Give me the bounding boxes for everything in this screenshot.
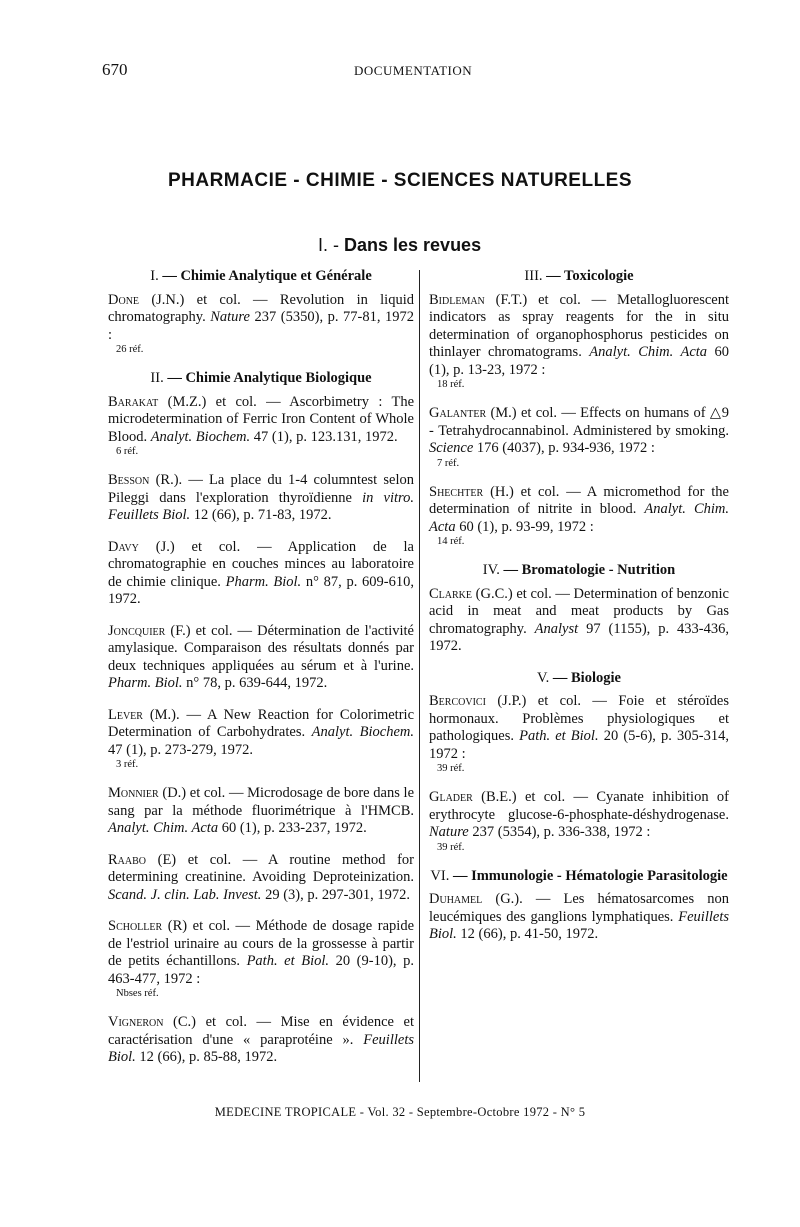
entry-raabo (108, 852, 414, 905)
right-column (429, 268, 729, 958)
entry-author: Galanter (429, 405, 487, 421)
entry-journal: in vitro. Feuillets Biol. (108, 489, 414, 523)
heading-chimie-analytique-biologique (108, 370, 414, 388)
page-number: 670 (102, 60, 128, 79)
entry-vigneron (108, 1014, 414, 1067)
heading-chimie-analytique-generale (108, 268, 414, 286)
section-title: PHARMACIE - CHIMIE - SCIENCES NATURELLES (167, 170, 633, 191)
heading-text: — Toxicologie (546, 268, 634, 284)
entry-citation: 60 (1), p. 93-99, 1972 : (455, 518, 594, 535)
entry-joncquier (108, 623, 414, 693)
entry-journal: Nature (429, 824, 469, 840)
entry-references: 26 réf. (116, 344, 144, 355)
entry-citation: 237 (5354), p. 336-338, 1972 : (468, 824, 651, 840)
entry-citation: 47 (1), p. 123.131, 1972. (250, 428, 398, 445)
entry-body: (R.). — La place du 1-4 columntest selon Pileggi dans l'exploration thyroïdienne (108, 472, 414, 506)
entry-monnier (108, 785, 414, 838)
entry-citation: 60 (1), p. 13-23, 1972 : (429, 344, 729, 378)
entry-citation: n° 87, p. 609-610, 1972. (108, 573, 414, 607)
entry-journal: Nature (210, 309, 250, 325)
heading-text: — Bromatologie - Nutrition (503, 562, 676, 578)
entry-references: 18 réf. (437, 379, 465, 390)
entry-scholler (108, 918, 414, 1000)
entry-journal: Analyst (534, 620, 579, 637)
entry-references: 39 réf. (437, 763, 465, 774)
subsection-title (318, 235, 481, 256)
entry-citation: 12 (66), p. 71-83, 1972. (190, 507, 332, 523)
entry-author: Bercovici (429, 693, 486, 709)
entry-citation: 47 (1), p. 273-279, 1972. (108, 741, 253, 758)
heading-text: — Chimie Analytique et Générale (162, 268, 372, 284)
entry-journal: Path. et Biol. (519, 728, 599, 744)
entry-citation: 12 (66), p. 41-50, 1972. (456, 926, 599, 942)
entry-body: (J.P.) et col. — Foie et stéroïdes hormonaux. Problèmes physiologiques et pathologiques. (429, 693, 729, 744)
heading-number: VI. (430, 867, 450, 884)
entry-body: (M.Z.) et col. — Ascorbimetry : The microdetermination of Ferric Iron Content of Whole Blood. (108, 393, 415, 445)
entry-davy (108, 539, 414, 609)
entry-body: (B.E.) et col. — Cyanate inhibition of erythrocyte glucose-6-phosphate-déshydrogenase. (429, 789, 730, 823)
entry-body: (D.) et col. — Microdosage de bore dans le sang par la méthode fluorimétrique à l'HMCB. (108, 785, 414, 819)
entry-citation: 60 (1), p. 233-237, 1972. (218, 820, 367, 836)
running-head: DOCUMENTATION (354, 63, 473, 78)
heading-number: II. (150, 370, 164, 386)
entry-body: (M.). — A New Reaction for Colorimetric Determination of Carbohydrates. (108, 706, 415, 740)
entry-body: (H.) et col. — A micromethod for the determination of nitrite in blood. (429, 483, 729, 517)
heading-text: — Chimie Analytique Biologique (167, 370, 372, 386)
entry-references: 6 réf. (116, 446, 139, 457)
entry-journal: Analyt. Chim. Acta (108, 820, 219, 836)
entry-citation: 20 (5-6), p. 305-314, 1972 : (429, 728, 729, 762)
left-column (108, 268, 414, 1081)
entry-clarke (429, 586, 729, 656)
entry-journal: Pharm. Biol. (108, 675, 183, 691)
entry-citation: 176 (4037), p. 934-936, 1972 : (473, 440, 655, 456)
entry-body: (R) et col. — Méthode de dosage rapide de l'estriol urinaire au cours de la grossesse à partir de petits échantillons. (108, 918, 415, 969)
entry-journal: Analyt. Biochem. (311, 724, 414, 740)
entry-glader (429, 789, 729, 854)
entry-references: Nbses réf. (116, 988, 159, 999)
page-footer: MEDECINE TROPICALE - Vol. 32 - Septembre-Octobre 1972 - N° 5 (214, 1105, 586, 1119)
entry-references: 14 réf. (437, 536, 465, 547)
entry-duhamel (429, 891, 729, 944)
entry-besson (108, 472, 414, 525)
entry-author: Duhamel (429, 891, 483, 907)
entry-citation: 29 (3), p. 297-301, 1972. (261, 886, 411, 903)
entry-references: 7 réf. (437, 457, 460, 469)
entry-body: (J.N.) et col. — Revolution in liquid chromatography. (108, 291, 414, 325)
column-divider (419, 270, 420, 1082)
entry-body: (M.) et col. — Effects on humans of △9 - Tetrahydrocannabinol. Administered by smoking. (429, 405, 729, 439)
entry-journal: Science (429, 440, 474, 456)
entry-body: (F.) et col. — Détermination de l'activité amylasique. Comparaison des résultats donnés par deux techniques appliquées au sérum et à l'urine. (108, 622, 414, 674)
entry-journal: Feuillets Biol. (429, 908, 729, 942)
entry-body: (G.). — Les hématosarcomes non leucémiques des ganglions lymphatiques. (429, 891, 729, 925)
entry-author: Monnier (108, 785, 159, 801)
entry-body: (J.) et col. — Application de la chromatographie en couches minces au laboratoire de chimie clinique. (108, 538, 414, 590)
entry-journal: Pharm. Biol. (225, 573, 302, 590)
entry-author: Barakat (108, 393, 159, 410)
heading-number: V. (537, 669, 550, 686)
entry-body: (G.C.) et col. — Determination of benzonic acid in meat and meat products by Gas chromatography. (429, 585, 729, 637)
entry-citation: 97 (1155), p. 433-436, 1972. (429, 620, 729, 654)
entry-author: Joncquier (108, 622, 166, 639)
entry-author: Vigneron (108, 1014, 164, 1030)
entry-galanter (429, 405, 729, 470)
heading-toxicologie (429, 268, 729, 286)
entry-journal: Scand. J. clin. Lab. Invest. (108, 886, 262, 903)
heading-number: IV. (482, 562, 500, 578)
entry-citation: n° 78, p. 639-644, 1972. (182, 675, 328, 691)
entry-citation: 237 (5350), p. 77-81, 1972 : (108, 309, 414, 343)
heading-text: — Immunologie - Hématologie Parasitologie (452, 867, 728, 884)
entry-journal: Path. et Biol. (246, 953, 329, 969)
entry-author: Shechter (429, 483, 484, 500)
heading-number: I. (150, 268, 159, 284)
entry-done (108, 292, 414, 357)
entry-author: Glader (429, 789, 473, 805)
heading-text: — Biologie (552, 669, 621, 686)
entry-author: Scholler (108, 918, 163, 934)
entry-journal: Analyt. Biochem. (150, 428, 251, 445)
heading-biologie (429, 670, 729, 688)
entry-bidleman (429, 292, 729, 392)
entry-shechter (429, 484, 729, 549)
entry-author: Bidleman (429, 291, 485, 308)
entry-author: Davy (108, 538, 139, 555)
entry-barakat (108, 394, 414, 459)
entry-journal: Analyt. Chim. Acta (429, 501, 729, 535)
entry-citation: 20 (9-10), p. 463-477, 1972 : (108, 953, 414, 987)
entry-author: Done (108, 291, 140, 308)
entry-journal: Analyt. Chim. Acta (589, 344, 708, 360)
entry-body: (E) et col. — A routine method for determining creatinine. Avoiding Deproteinization. (108, 851, 414, 885)
entry-body: (F.T.) et col. — Metallogluorescent indicators as spray reagents for the in situ determination of organophosphorus pesticides on thinlayer chromatograms. (429, 291, 729, 360)
entry-author: Lever (108, 706, 143, 723)
entry-author: Besson (108, 472, 150, 488)
entry-author: Raabo (108, 851, 147, 868)
entry-journal: Feuillets Biol. (108, 1031, 414, 1065)
subsection-prefix: I. - (318, 235, 344, 255)
entry-bercovici (429, 693, 729, 775)
entry-citation: 12 (66), p. 85-88, 1972. (135, 1049, 278, 1065)
entry-references: 3 réf. (116, 759, 139, 770)
heading-immunologie-hematologie-parasitologie (429, 868, 729, 886)
entry-author: Clarke (429, 585, 473, 602)
entry-body: (C.) et col. — Mise en évidence et caractérisation d'une « paraprotéine ». (108, 1014, 414, 1048)
entry-references: 39 réf. (437, 841, 465, 853)
entry-lever (108, 707, 414, 772)
heading-number: III. (524, 268, 543, 284)
subsection-name: Dans les revues (344, 235, 482, 255)
heading-bromatologie-nutrition (429, 562, 729, 580)
